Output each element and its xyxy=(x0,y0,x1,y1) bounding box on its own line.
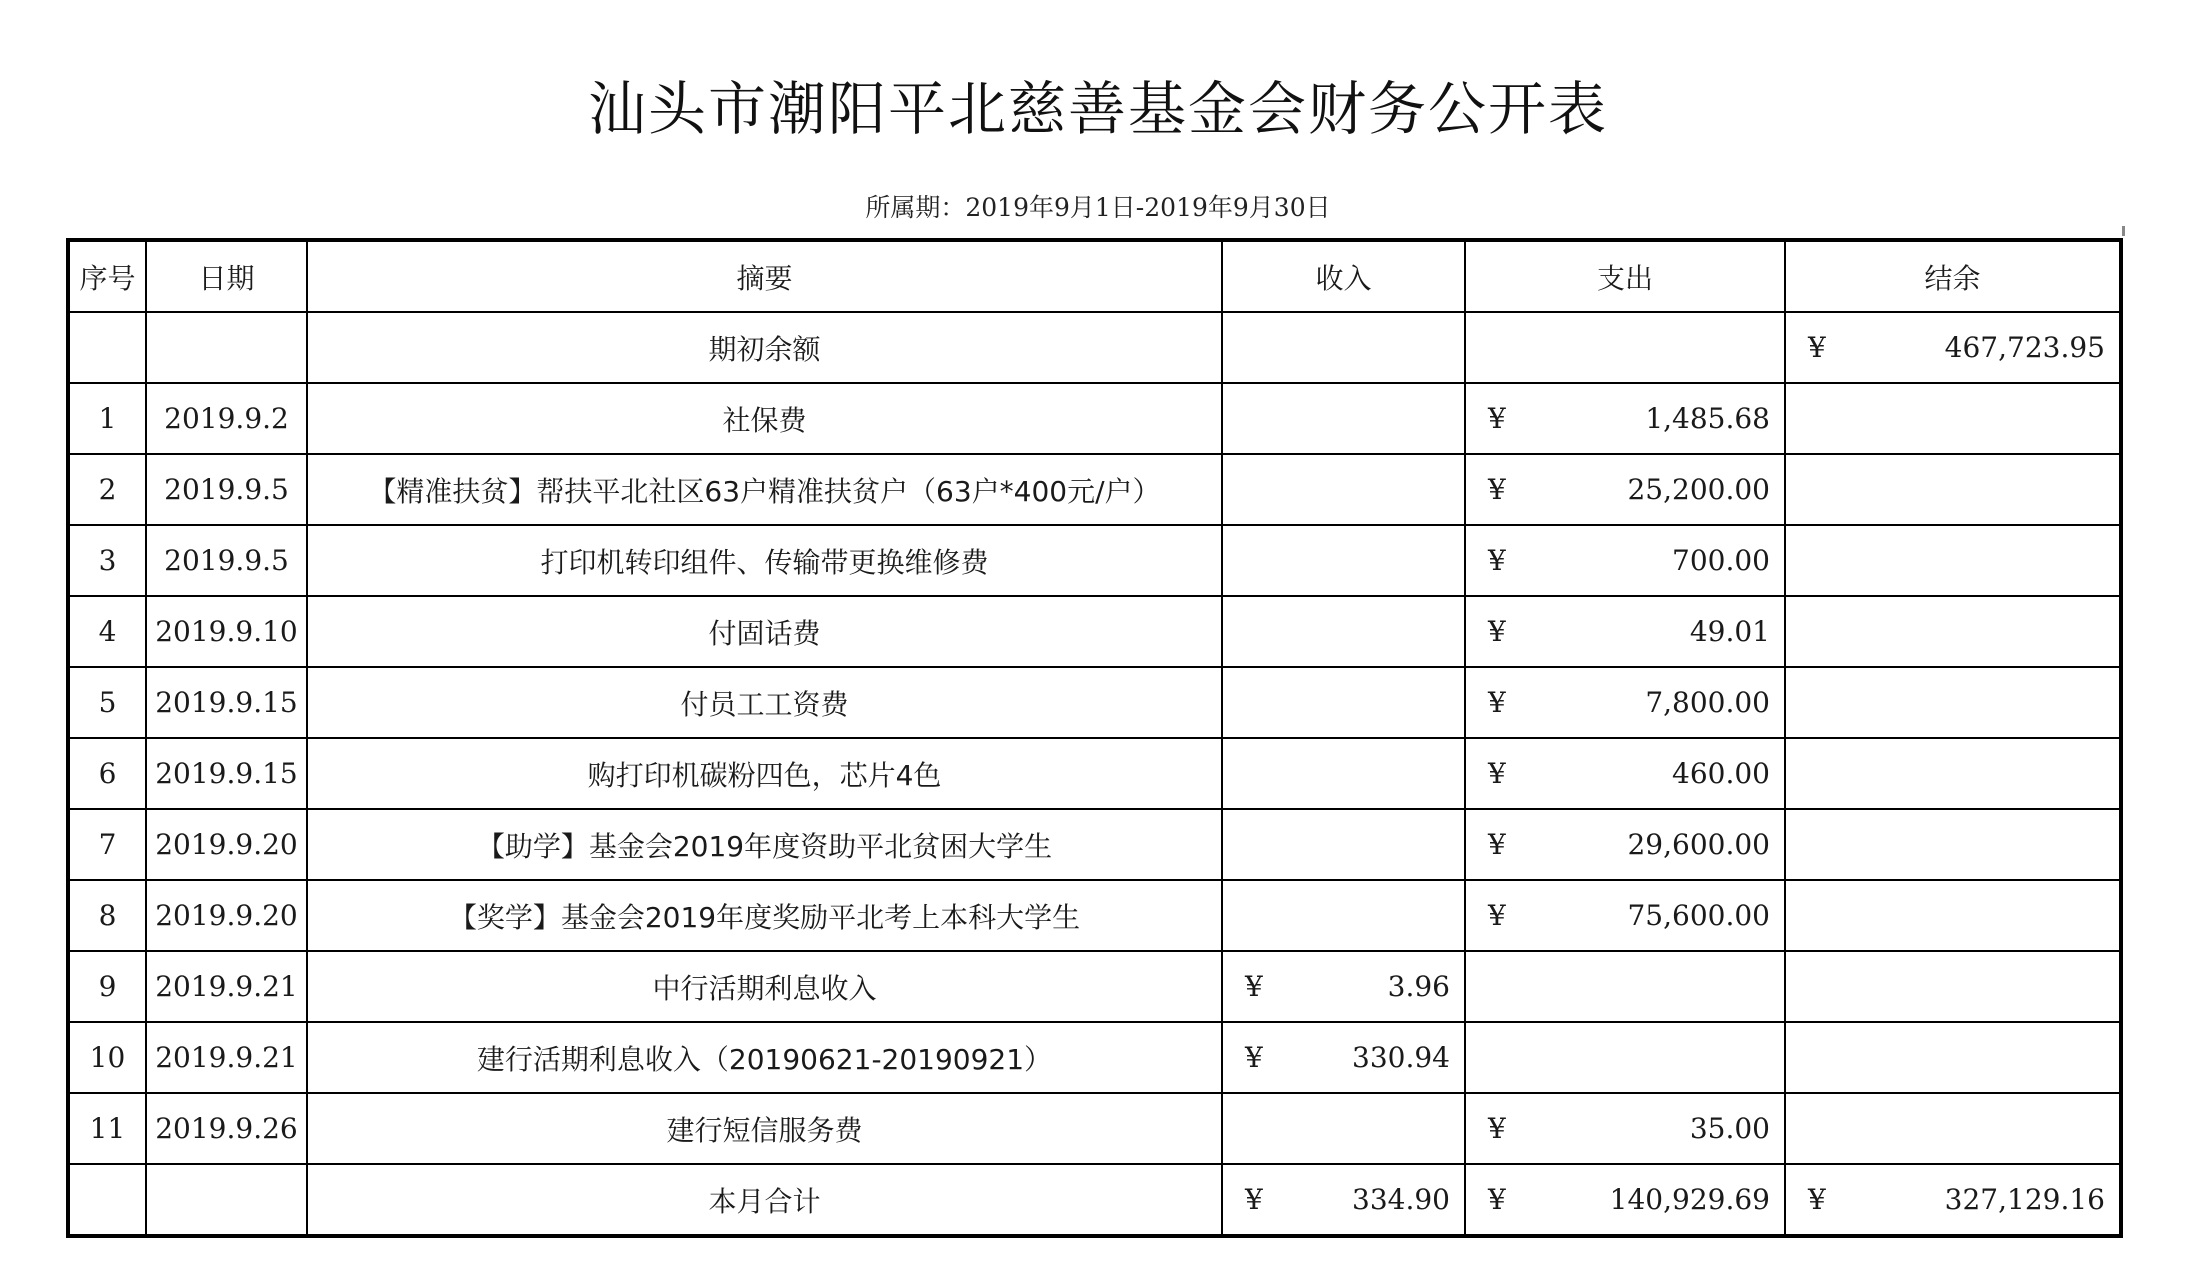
currency-symbol: ¥ xyxy=(1245,1041,1263,1074)
balance-amount: 467,723.95 xyxy=(1944,331,2105,364)
currency-symbol: ¥ xyxy=(1488,1112,1506,1145)
cell-desc: 【助学】基金会2019年度资助平北贫困大学生 xyxy=(307,809,1222,880)
cell-income xyxy=(1222,454,1465,525)
cell-seq: 7 xyxy=(68,809,146,880)
cell-desc: 社保费 xyxy=(307,383,1222,454)
cell-desc: 【奖学】基金会2019年度奖励平北考上本科大学生 xyxy=(307,880,1222,951)
cell-income xyxy=(1222,312,1465,383)
cell-seq: 4 xyxy=(68,596,146,667)
table-row xyxy=(68,880,2121,951)
cell-balance xyxy=(1785,1022,2121,1093)
cell-expense xyxy=(1465,525,1785,596)
cell-seq: 3 xyxy=(68,525,146,596)
cell-seq xyxy=(68,1164,146,1236)
cell-desc: 建行活期利息收入（20190621-20190921） xyxy=(307,1022,1222,1093)
opening-balance-row xyxy=(68,312,2121,383)
cell-income xyxy=(1222,1093,1465,1164)
expense-amount: 75,600.00 xyxy=(1627,899,1770,932)
cell-balance xyxy=(1785,596,2121,667)
cell-expense xyxy=(1465,596,1785,667)
table-row xyxy=(68,809,2121,880)
cell-balance xyxy=(1785,312,2121,383)
header-balance: 结余 xyxy=(1785,240,2121,312)
cell-seq: 8 xyxy=(68,880,146,951)
cell-date: 2019.9.20 xyxy=(146,880,307,951)
cell-desc: 期初余额 xyxy=(307,312,1222,383)
cell-desc: 建行短信服务费 xyxy=(307,1093,1222,1164)
expense-amount: 29,600.00 xyxy=(1627,828,1770,861)
table-row xyxy=(68,667,2121,738)
cell-date: 2019.9.21 xyxy=(146,951,307,1022)
cell-expense xyxy=(1465,312,1785,383)
currency-symbol: ¥ xyxy=(1245,970,1263,1003)
cell-income xyxy=(1222,383,1465,454)
cell-expense xyxy=(1465,809,1785,880)
cell-balance xyxy=(1785,880,2121,951)
cell-date: 2019.9.20 xyxy=(146,809,307,880)
cell-balance xyxy=(1785,525,2121,596)
header-date: 日期 xyxy=(146,240,307,312)
cell-seq: 5 xyxy=(68,667,146,738)
cell-seq: 6 xyxy=(68,738,146,809)
cell-expense xyxy=(1465,454,1785,525)
cell-balance xyxy=(1785,809,2121,880)
cell-balance xyxy=(1785,1164,2121,1236)
cell-expense xyxy=(1465,738,1785,809)
currency-symbol: ¥ xyxy=(1808,331,1826,364)
cell-income xyxy=(1222,1164,1465,1236)
cell-date: 2019.9.26 xyxy=(146,1093,307,1164)
cell-seq: 11 xyxy=(68,1093,146,1164)
cell-seq: 10 xyxy=(68,1022,146,1093)
cell-date: 2019.9.5 xyxy=(146,454,307,525)
cell-seq: 1 xyxy=(68,383,146,454)
cell-seq xyxy=(68,312,146,383)
cell-date xyxy=(146,1164,307,1236)
cell-desc: 中行活期利息收入 xyxy=(307,951,1222,1022)
income-amount: 334.90 xyxy=(1352,1183,1450,1216)
balance-amount: 327,129.16 xyxy=(1944,1183,2105,1216)
expense-amount: 35.00 xyxy=(1689,1112,1770,1145)
finance-table xyxy=(66,238,2123,1238)
cell-date: 2019.9.10 xyxy=(146,596,307,667)
cell-date: 2019.9.15 xyxy=(146,667,307,738)
expense-amount: 140,929.69 xyxy=(1609,1183,1770,1216)
cell-desc: 付员工工资费 xyxy=(307,667,1222,738)
expense-amount: 1,485.68 xyxy=(1645,402,1770,435)
table-row xyxy=(68,525,2121,596)
cell-desc: 本月合计 xyxy=(307,1164,1222,1236)
table-row xyxy=(68,738,2121,809)
table-row xyxy=(68,596,2121,667)
income-amount: 3.96 xyxy=(1387,970,1450,1003)
cell-expense xyxy=(1465,1093,1785,1164)
table-row xyxy=(68,383,2121,454)
cell-expense xyxy=(1465,383,1785,454)
cell-date xyxy=(146,312,307,383)
table-row xyxy=(68,1022,2121,1093)
cell-date: 2019.9.15 xyxy=(146,738,307,809)
table-row xyxy=(68,454,2121,525)
cell-seq: 9 xyxy=(68,951,146,1022)
cell-expense xyxy=(1465,667,1785,738)
cell-date: 2019.9.2 xyxy=(146,383,307,454)
period-label: 所属期：2019年9月1日-2019年9月30日 xyxy=(865,193,1331,222)
cell-income xyxy=(1222,738,1465,809)
cell-expense xyxy=(1465,1022,1785,1093)
page-title: 汕头市潮阳平北慈善基金会财务公开表 xyxy=(587,75,1608,143)
cell-expense xyxy=(1465,1164,1785,1236)
expense-amount: 460.00 xyxy=(1672,757,1770,790)
cell-balance xyxy=(1785,1093,2121,1164)
header-expense: 支出 xyxy=(1465,240,1785,312)
cell-desc: 【精准扶贫】帮扶平北社区63户精准扶贫户（63户*400元/户） xyxy=(307,454,1222,525)
cell-expense xyxy=(1465,951,1785,1022)
cell-income xyxy=(1222,809,1465,880)
total-row xyxy=(68,1164,2121,1236)
header-income: 收入 xyxy=(1222,240,1465,312)
cell-desc: 打印机转印组件、传输带更换维修费 xyxy=(307,525,1222,596)
income-amount: 330.94 xyxy=(1352,1041,1450,1074)
cell-seq: 2 xyxy=(68,454,146,525)
cell-balance xyxy=(1785,383,2121,454)
header-desc: 摘要 xyxy=(307,240,1222,312)
cell-date: 2019.9.5 xyxy=(146,525,307,596)
cell-balance xyxy=(1785,738,2121,809)
cell-balance xyxy=(1785,951,2121,1022)
header-row xyxy=(68,240,2121,312)
cell-balance xyxy=(1785,454,2121,525)
currency-symbol: ¥ xyxy=(1488,899,1506,932)
currency-symbol: ¥ xyxy=(1488,615,1506,648)
table-row xyxy=(68,951,2121,1022)
currency-symbol: ¥ xyxy=(1488,473,1506,506)
header-seq: 序号 xyxy=(68,240,146,312)
currency-symbol: ¥ xyxy=(1488,828,1506,861)
cell-income xyxy=(1222,525,1465,596)
expense-amount: 25,200.00 xyxy=(1627,473,1770,506)
expense-amount: 700.00 xyxy=(1672,544,1770,577)
currency-symbol: ¥ xyxy=(1488,544,1506,577)
cell-balance xyxy=(1785,667,2121,738)
cell-income xyxy=(1222,667,1465,738)
table-row xyxy=(68,1093,2121,1164)
currency-symbol: ¥ xyxy=(1808,1183,1826,1216)
cell-expense xyxy=(1465,880,1785,951)
cell-desc: 付固话费 xyxy=(307,596,1222,667)
expense-amount: 7,800.00 xyxy=(1645,686,1770,719)
cell-desc: 购打印机碳粉四色，芯片4色 xyxy=(307,738,1222,809)
expense-amount: 49.01 xyxy=(1689,615,1770,648)
cell-income xyxy=(1222,880,1465,951)
cell-income xyxy=(1222,596,1465,667)
currency-symbol: ¥ xyxy=(1488,402,1506,435)
cell-date: 2019.9.21 xyxy=(146,1022,307,1093)
currency-symbol: ¥ xyxy=(1488,757,1506,790)
cell-income xyxy=(1222,1022,1465,1093)
scan-mark xyxy=(2122,226,2125,236)
currency-symbol: ¥ xyxy=(1245,1183,1263,1216)
currency-symbol: ¥ xyxy=(1488,1183,1506,1216)
cell-income xyxy=(1222,951,1465,1022)
currency-symbol: ¥ xyxy=(1488,686,1506,719)
